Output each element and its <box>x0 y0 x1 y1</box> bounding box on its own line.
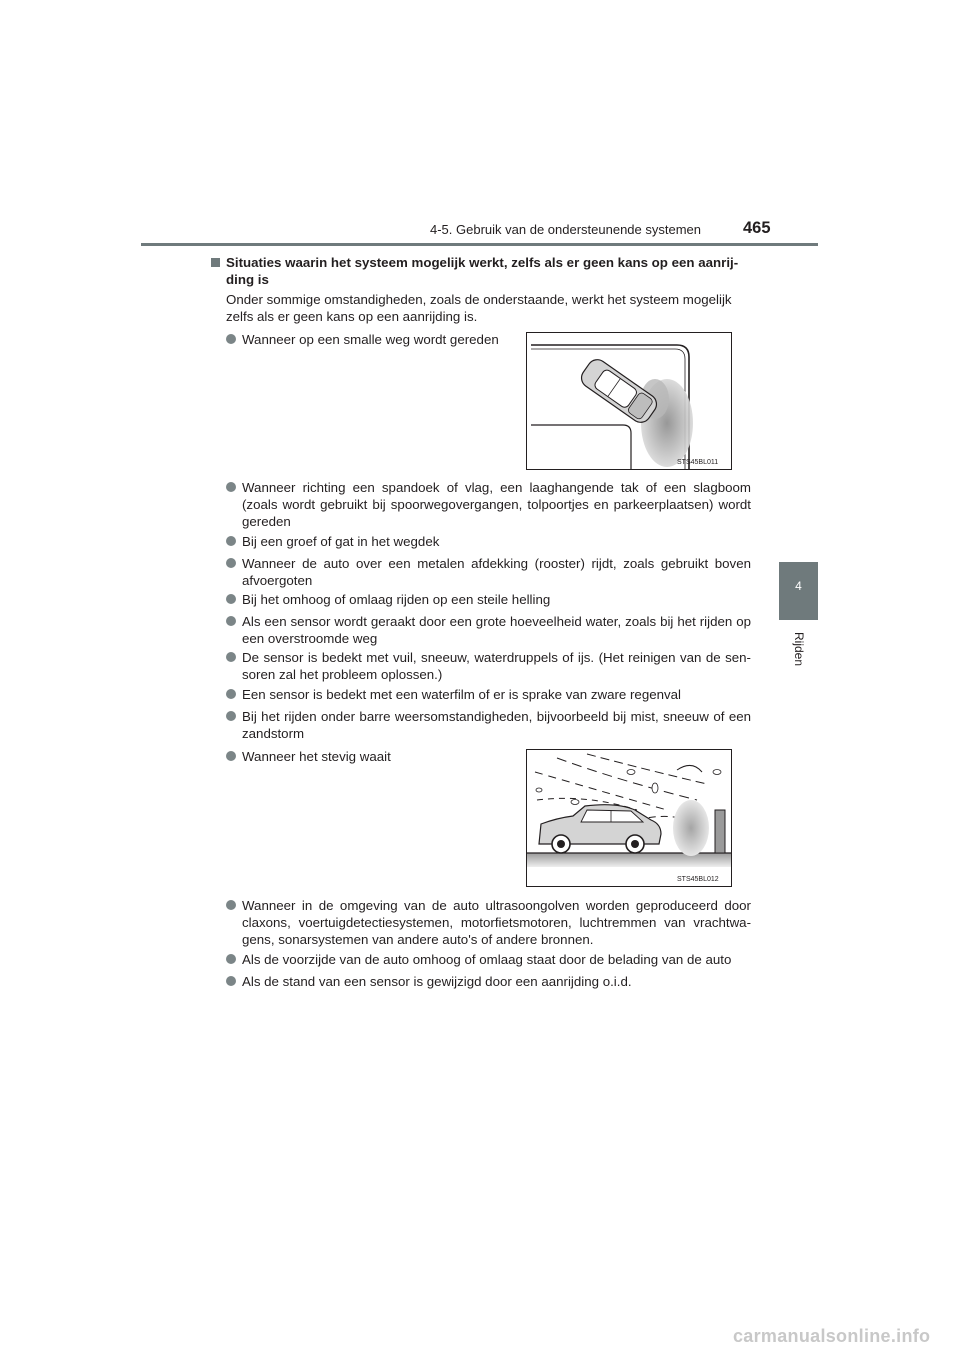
bullet-icon <box>226 482 236 492</box>
bullet-icon <box>226 558 236 568</box>
bullet-icon <box>226 616 236 626</box>
list-item: Wanneer in de omgeving van de auto ultrasoongolven worden geproduceerd door claxons, voertuigdetectiesystemen, motorfietsmotoren, luchtremmen van vrachtwa-gens, sonarsystemen van andere auto's of andere bronnen. <box>226 897 751 948</box>
heading-line-1: Situaties waarin het systeem mogelijk werkt, zelfs als er geen kans op een aanrij- <box>226 255 739 270</box>
list-item: Bij het rijden onder barre weersomstandigheden, bijvoorbeeld bij mist, sneeuw of een zandstorm <box>226 708 751 742</box>
chapter-label: Rijden <box>792 632 806 667</box>
bullet-icon <box>226 954 236 964</box>
bullet-icon <box>226 536 236 546</box>
intro-line-1: Onder sommige omstandigheden, zoals de onderstaande, werkt het systeem mogelijk <box>226 292 732 307</box>
list-item: Wanneer richting een spandoek of vlag, een laaghangende tak of een slagboom (zoals wordt gebruikt bij spoorwegovergangen, tolpoortjes en parkeerplaatsen) wordt gereden <box>226 479 751 530</box>
square-bullet-icon <box>211 258 220 267</box>
page-number: 465 <box>743 219 771 237</box>
list-item: Bij een groef of gat in het wegdek <box>226 533 751 550</box>
chapter-title: 4-5. Gebruik van de ondersteunende systemen <box>430 222 702 237</box>
list-item: De sensor is bedekt met vuil, sneeuw, waterdruppels of ijs. (Het reinigen van de sen-soren zal het probleem oplossen.) <box>226 649 751 683</box>
bullet-icon <box>226 751 236 761</box>
figure-2-id: STS45BL012 <box>677 876 719 883</box>
strong-wind-illustration <box>527 750 731 886</box>
bullet-icon <box>226 900 236 910</box>
list-item: Als een sensor wordt geraakt door een grote hoeveelheid water, zoals bij het rijden op een overstroomde weg <box>226 613 751 647</box>
figure-1-id: STS45BL011 <box>677 459 719 466</box>
list-item: Wanneer de auto over een metalen afdekking (rooster) rijdt, zoals gebruikt boven afvoergoten <box>226 555 751 589</box>
list-item: Als de voorzijde van de auto omhoog of omlaag staat door de belading van de auto <box>226 951 751 968</box>
header-rule <box>141 243 818 246</box>
bullet-icon <box>226 689 236 699</box>
chapter-number: 4 <box>795 579 802 593</box>
figure-strong-wind <box>526 749 732 887</box>
narrow-road-illustration <box>527 333 731 469</box>
chapter-tab <box>779 562 818 620</box>
heading-line-2: ding is <box>226 272 269 287</box>
section-heading <box>211 254 751 288</box>
bullet-icon <box>226 334 236 344</box>
bullet-icon <box>226 594 236 604</box>
bullet-icon <box>226 976 236 986</box>
list-item: Als de stand van een sensor is gewijzigd door een aanrijding o.i.d. <box>226 973 751 990</box>
list-item: Wanneer op een smalle weg wordt gereden <box>226 331 516 348</box>
intro-paragraph <box>226 291 751 325</box>
intro-line-2: zelfs als er geen kans op een aanrijding is. <box>226 309 478 324</box>
list-item: Een sensor is bedekt met een waterfilm of er is sprake van zware regenval <box>226 686 751 703</box>
watermark: carmanualsonline.info <box>733 1326 931 1346</box>
figure-narrow-road <box>526 332 732 470</box>
bullet-icon <box>226 652 236 662</box>
list-item: Bij het omhoog of omlaag rijden op een steile helling <box>226 591 751 608</box>
bullet-icon <box>226 711 236 721</box>
list-item: Wanneer het stevig waait <box>226 748 496 765</box>
